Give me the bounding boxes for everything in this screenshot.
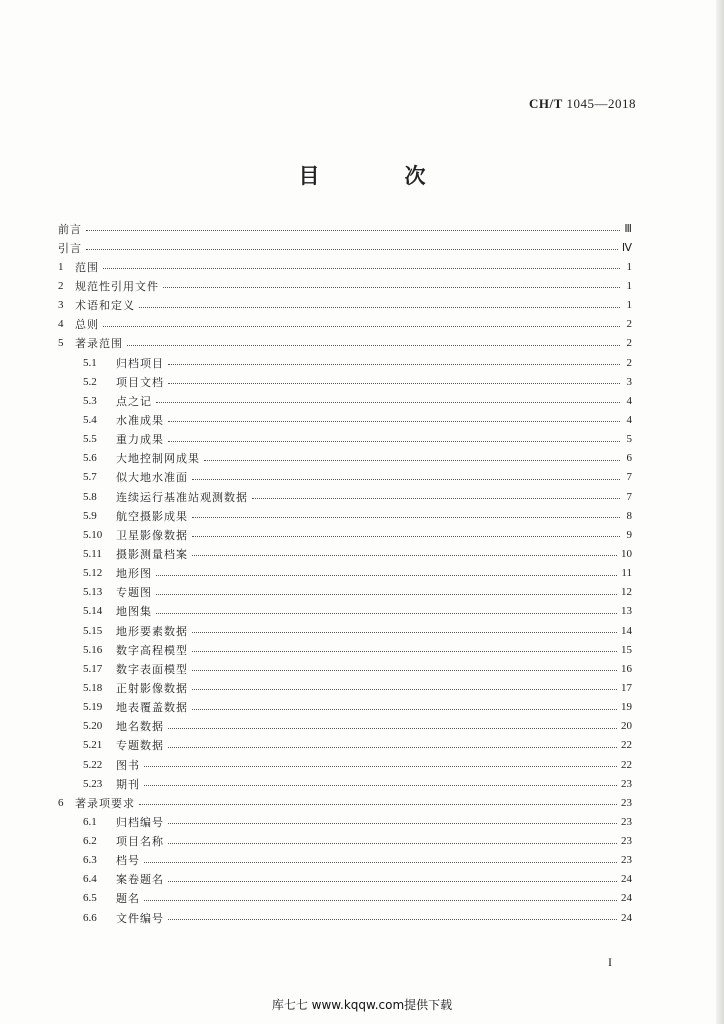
- toc-entry-number: 6.3: [83, 854, 97, 867]
- toc-entry-label: 项目名称: [116, 835, 164, 849]
- toc-entry-number: 5.4: [83, 413, 97, 426]
- toc-entry-label: 大地控制网成果: [116, 452, 200, 466]
- toc-entry[interactable]: [58, 276, 632, 295]
- toc-entry[interactable]: [58, 315, 632, 334]
- toc-entry-label: 题名: [116, 892, 140, 906]
- toc-dot-leader: [156, 567, 617, 576]
- toc-entry[interactable]: [58, 296, 632, 315]
- toc-entry-label: 数字高程模型: [116, 643, 188, 657]
- toc-dot-leader: [192, 471, 620, 480]
- toc-entry-page: 4: [626, 394, 632, 407]
- toc-dot-leader: [139, 299, 620, 308]
- toc-entry-page: 23: [621, 854, 632, 867]
- toc-entry-page: 7: [626, 471, 632, 484]
- table-of-contents: [58, 219, 632, 927]
- toc-entry-page: 13: [621, 605, 632, 618]
- toc-entry-number: 6.6: [83, 911, 97, 924]
- standard-code: [529, 96, 636, 112]
- download-watermark: 库七七 www.kqqw.com提供下载: [271, 998, 453, 1012]
- toc-dot-leader: [192, 547, 617, 556]
- toc-entry-page: 8: [626, 509, 632, 522]
- toc-dot-leader: [156, 586, 617, 595]
- toc-entry[interactable]: [58, 659, 632, 678]
- toc-entry-number: 5.21: [83, 739, 103, 752]
- toc-dot-leader: [127, 337, 620, 346]
- toc-entry-page: 19: [621, 701, 632, 714]
- toc-entry[interactable]: [58, 698, 632, 717]
- toc-entry-label: 地图集: [116, 605, 152, 619]
- toc-entry-number: 5.18: [83, 681, 103, 694]
- toc-entry-label: 范围: [75, 260, 99, 274]
- toc-entry[interactable]: [58, 430, 632, 449]
- toc-entry-number: 5.12: [83, 567, 103, 580]
- toc-entry[interactable]: [58, 410, 632, 429]
- toc-entry-page: 24: [621, 892, 632, 905]
- toc-entry-number: 5.19: [83, 701, 103, 714]
- toc-entry-label: 规范性引用文件: [75, 279, 159, 293]
- toc-entry-label: 档号: [116, 854, 140, 868]
- toc-entry[interactable]: [58, 640, 632, 659]
- toc-entry-number: 5.14: [83, 605, 103, 618]
- toc-entry-number: 5.11: [83, 547, 102, 560]
- toc-dot-leader: [103, 318, 620, 327]
- toc-entry-page: 23: [621, 815, 632, 828]
- toc-dot-leader: [168, 720, 617, 729]
- toc-dot-leader: [204, 452, 620, 461]
- standard-number: 1045—2018: [566, 96, 636, 111]
- toc-entry-label: 地形图: [116, 567, 152, 581]
- toc-entry-number: 5.9: [83, 509, 97, 522]
- toc-entry-page: 10: [621, 547, 632, 560]
- toc-dot-leader: [168, 356, 620, 365]
- toc-entry-label: 图书: [116, 758, 140, 772]
- toc-entry-page: 22: [621, 739, 632, 752]
- toc-dot-leader: [192, 624, 617, 633]
- toc-entry-number: 5.7: [83, 471, 97, 484]
- toc-entry-page: 23: [621, 835, 632, 848]
- toc-entry[interactable]: [58, 583, 632, 602]
- toc-dot-leader: [144, 758, 617, 767]
- toc-entry-number: 5.3: [83, 394, 97, 407]
- toc-entry-page: 5: [626, 433, 632, 446]
- toc-dot-leader: [168, 873, 617, 882]
- toc-entry[interactable]: [58, 544, 632, 563]
- toc-entry-number: 5.8: [83, 490, 97, 503]
- toc-entry-page: 7: [626, 490, 632, 503]
- toc-dot-leader: [156, 394, 620, 403]
- toc-entry[interactable]: [58, 832, 632, 851]
- toc-dot-leader: [144, 854, 617, 863]
- toc-entry-page: 3: [626, 375, 632, 388]
- toc-entry-number: 5.5: [83, 433, 97, 446]
- toc-entry-number: 5.6: [83, 452, 97, 465]
- toc-entry[interactable]: [58, 564, 632, 583]
- toc-entry-label: 案卷题名: [116, 873, 164, 887]
- toc-dot-leader: [103, 260, 620, 269]
- toc-dot-leader: [168, 835, 617, 844]
- toc-entry-page: 17: [621, 681, 632, 694]
- toc-entry-label: 专题图: [116, 586, 152, 600]
- toc-dot-leader: [139, 796, 617, 805]
- footer-page-number: I: [608, 955, 612, 969]
- toc-entry-page: 2: [626, 356, 632, 369]
- toc-dot-leader: [168, 413, 620, 422]
- toc-dot-leader: [144, 892, 617, 901]
- toc-entry[interactable]: [58, 793, 632, 812]
- toc-dot-leader: [168, 433, 620, 442]
- toc-entry[interactable]: [58, 678, 632, 697]
- toc-entry-page: 22: [621, 758, 632, 771]
- toc-entry[interactable]: [58, 717, 632, 736]
- toc-entry-page: 11: [621, 567, 632, 580]
- toc-entry-page: 1: [626, 279, 632, 292]
- toc-entry-page: 12: [621, 586, 632, 599]
- toc-dot-leader: [192, 701, 617, 710]
- toc-entry[interactable]: [58, 334, 632, 353]
- toc-dot-leader: [168, 375, 620, 384]
- toc-entry-label: 术语和定义: [75, 299, 135, 313]
- toc-entry-page: 24: [621, 873, 632, 886]
- toc-entry[interactable]: [58, 219, 632, 238]
- toc-entry[interactable]: [58, 506, 632, 525]
- toc-entry-page: 23: [621, 796, 632, 809]
- toc-entry-label: 点之记: [116, 394, 152, 408]
- toc-entry-label: 数字表面模型: [116, 662, 188, 676]
- toc-entry-label: 著录项要求: [75, 796, 135, 810]
- toc-entry-label: 卫星影像数据: [116, 528, 188, 542]
- toc-entry-page: 1: [626, 260, 632, 273]
- toc-entry[interactable]: [58, 257, 632, 276]
- toc-entry-number: 5.2: [83, 375, 97, 388]
- toc-entry-number: 5.23: [83, 777, 103, 790]
- toc-entry-page: 2: [626, 337, 632, 350]
- toc-dot-leader: [156, 605, 617, 614]
- toc-dot-leader: [192, 643, 617, 652]
- toc-entry-number: 5: [58, 337, 64, 350]
- toc-entry-label: 归档项目: [116, 356, 164, 370]
- toc-entry-page: 20: [621, 720, 632, 733]
- toc-entry-page: 2: [626, 318, 632, 331]
- toc-entry[interactable]: [58, 353, 632, 372]
- toc-entry[interactable]: [58, 908, 632, 927]
- toc-entry[interactable]: [58, 736, 632, 755]
- toc-entry-number: 5.15: [83, 624, 103, 637]
- toc-entry-label: 引言: [58, 241, 82, 255]
- toc-entry[interactable]: [58, 391, 632, 410]
- toc-entry-page: Ⅲ: [624, 223, 632, 236]
- toc-entry-number: 6.2: [83, 835, 97, 848]
- toc-entry-label: 项目文档: [116, 375, 164, 389]
- toc-dot-leader: [144, 777, 617, 786]
- toc-entry-number: 3: [58, 299, 64, 312]
- toc-entry-number: 1: [58, 260, 64, 273]
- page-edge-shadow: [716, 0, 724, 1024]
- toc-entry-number: 2: [58, 279, 64, 292]
- toc-entry-label: 重力成果: [116, 433, 164, 447]
- toc-entry[interactable]: [58, 468, 632, 487]
- standard-code-prefix: CH/T: [528, 96, 563, 111]
- toc-entry[interactable]: [58, 525, 632, 544]
- toc-entry-number: 6.5: [83, 892, 97, 905]
- page-title: 目 次: [298, 164, 458, 188]
- toc-entry-label: 地名数据: [116, 720, 164, 734]
- toc-entry[interactable]: [58, 774, 632, 793]
- toc-dot-leader: [252, 490, 620, 499]
- toc-entry-label: 连续运行基准站观测数据: [116, 490, 248, 504]
- toc-entry-label: 水准成果: [116, 413, 164, 427]
- toc-entry-number: 5.17: [83, 662, 103, 675]
- toc-entry-number: 6.1: [83, 815, 97, 828]
- toc-dot-leader: [86, 241, 618, 250]
- toc-dot-leader: [168, 815, 617, 824]
- toc-entry[interactable]: [58, 487, 632, 506]
- toc-entry-page: 16: [621, 662, 632, 675]
- toc-entry[interactable]: [58, 621, 632, 640]
- toc-entry-page: 6: [626, 452, 632, 465]
- toc-entry-number: 6.4: [83, 873, 97, 886]
- toc-entry[interactable]: [58, 889, 632, 908]
- toc-entry-label: 文件编号: [116, 911, 164, 925]
- toc-entry-page: 15: [621, 643, 632, 656]
- toc-entry-label: 地形要素数据: [116, 624, 188, 638]
- toc-entry-label: 地表覆盖数据: [116, 701, 188, 715]
- toc-entry-number: 5.16: [83, 643, 103, 656]
- toc-dot-leader: [168, 911, 617, 920]
- toc-entry-number: 6: [58, 796, 64, 809]
- toc-entry-label: 摄影测量档案: [116, 547, 188, 561]
- toc-entry-number: 5.10: [83, 528, 103, 541]
- toc-dot-leader: [192, 509, 620, 518]
- toc-dot-leader: [86, 222, 620, 231]
- toc-entry[interactable]: [58, 870, 632, 889]
- toc-entry-label: 著录范围: [75, 337, 123, 351]
- toc-entry-label: 航空摄影成果: [116, 509, 188, 523]
- toc-entry-number: 5.13: [83, 586, 103, 599]
- toc-dot-leader: [192, 662, 617, 671]
- toc-entry-page: 23: [621, 777, 632, 790]
- toc-entry[interactable]: [58, 372, 632, 391]
- toc-entry-label: 归档编号: [116, 815, 164, 829]
- toc-entry-label: 专题数据: [116, 739, 164, 753]
- toc-entry[interactable]: [58, 812, 632, 831]
- toc-entry-page: 24: [621, 911, 632, 924]
- toc-entry[interactable]: [58, 449, 632, 468]
- toc-entry-page: 9: [626, 528, 632, 541]
- toc-entry-page: 1: [626, 299, 632, 312]
- toc-entry-label: 正射影像数据: [116, 681, 188, 695]
- toc-entry-page: Ⅳ: [621, 242, 632, 255]
- toc-entry-label: 似大地水准面: [116, 471, 188, 485]
- toc-entry[interactable]: [58, 755, 632, 774]
- toc-entry-label: 总则: [75, 318, 99, 332]
- toc-entry-number: 5.20: [83, 720, 103, 733]
- toc-entry-number: 4: [58, 318, 64, 331]
- toc-entry[interactable]: [58, 602, 632, 621]
- toc-entry[interactable]: [58, 238, 632, 257]
- toc-dot-leader: [168, 739, 617, 748]
- toc-entry-page: 14: [621, 624, 632, 637]
- toc-dot-leader: [163, 279, 620, 288]
- toc-entry-page: 4: [626, 413, 632, 426]
- toc-dot-leader: [192, 528, 620, 537]
- toc-entry-number: 5.22: [83, 758, 103, 771]
- toc-entry[interactable]: [58, 851, 632, 870]
- toc-entry-label: 期刊: [116, 777, 140, 791]
- toc-entry-number: 5.1: [83, 356, 97, 369]
- toc-dot-leader: [192, 681, 617, 690]
- toc-entry-label: 前言: [58, 222, 82, 236]
